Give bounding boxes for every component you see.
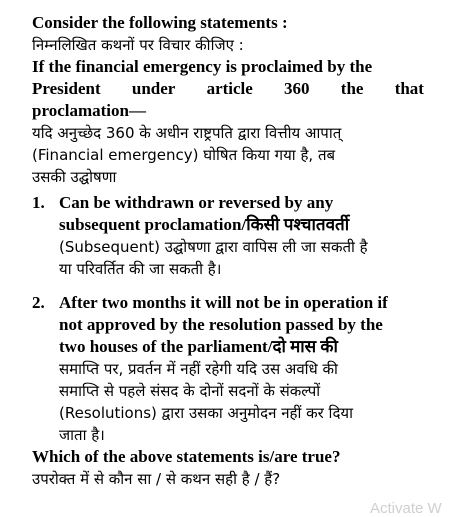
statement-line: जाता है।: [59, 426, 105, 444]
statement-line: (Subsequent) उद्घोषणा द्वारा वापिस ली जा सकती है: [59, 238, 368, 256]
stem-english-line-2: [32, 78, 424, 100]
statement-line: two houses of the parliament/दो मास की: [59, 337, 338, 356]
question-block: [32, 12, 424, 490]
stem-hindi-line-1: यदि अनुच्छेद 360 के अधीन राष्ट्रपति द्वारा वित्तीय आपात्: [32, 124, 342, 142]
stem-word: President: [32, 79, 101, 98]
statement-body: [59, 192, 424, 280]
activation-watermark: Activate W: [370, 500, 442, 517]
statement-body: [59, 292, 424, 446]
stem-word: article: [206, 79, 253, 98]
question-english: Which of the above statements is/are true?: [32, 447, 341, 466]
statement-number: 1.: [32, 193, 45, 212]
stem-mixed-line-2: (Financial emergency) घोषित किया गया है, तब: [32, 146, 336, 164]
statement-1: [32, 192, 424, 280]
statement-line: Can be withdrawn or reversed by any: [59, 193, 334, 212]
stem-word: under: [131, 79, 176, 98]
intro-hindi: निम्नलिखित कथनों पर विचार कीजिए :: [32, 36, 244, 54]
statement-number: 2.: [32, 293, 45, 312]
statement-line: After two months it will not be in operation if: [59, 293, 388, 312]
stem-english-line-3: proclamation—: [32, 101, 146, 120]
stem-word: that: [394, 79, 424, 98]
stem-word: the: [340, 79, 364, 98]
stem-english-line-1: If the financial emergency is proclaimed by the: [32, 57, 373, 76]
statement-line: not approved by the resolution passed by the: [59, 315, 383, 334]
statement-line: समाप्ति पर, प्रवर्तन में नहीं रहेगी यदि उस अवधि की: [59, 360, 338, 378]
statement-2: [32, 292, 424, 446]
statement-line: समाप्ति से पहले संसद के दोनों सदनों के संकल्पों: [59, 382, 321, 400]
stem-word: 360: [284, 79, 310, 98]
intro-english: Consider the following statements :: [32, 13, 288, 32]
statement-line: (Resolutions) द्वारा उसका अनुमोदन नहीं कर दिया: [59, 404, 353, 422]
question-hindi: उपरोक्त में से कौन सा / से कथन सही है / हैं?: [32, 470, 281, 488]
stem-hindi-line-3: उसकी उद्घोषणा: [32, 168, 117, 186]
statement-line: subsequent proclamation/किसी पश्चातवर्ती: [59, 215, 350, 234]
statement-line: या परिवर्तित की जा सकती है।: [59, 260, 222, 278]
